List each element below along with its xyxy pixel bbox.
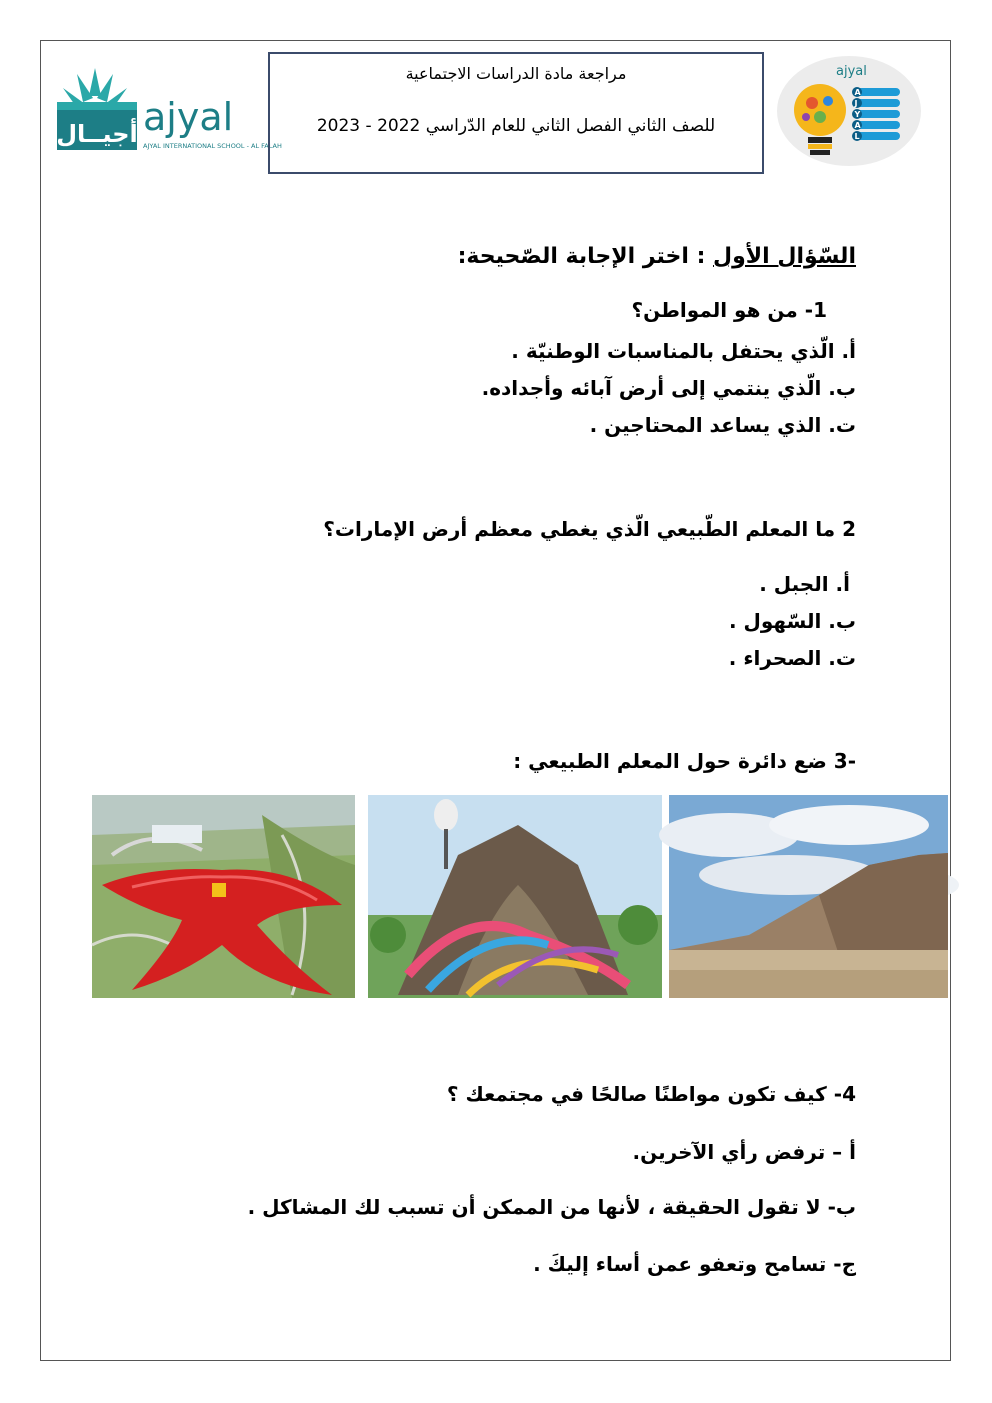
q4-option-a: أ – ترفض رأي الآخرين. bbox=[632, 1140, 856, 1164]
q2-option-b: ب. السّهول . bbox=[728, 609, 856, 633]
ajyal-lightbulb-logo bbox=[776, 55, 922, 167]
svg-text:Y: Y bbox=[854, 110, 861, 119]
section-title-underlined: السّؤال الأول bbox=[713, 244, 856, 269]
svg-text:J: J bbox=[854, 99, 858, 108]
svg-text:ajyal: ajyal bbox=[143, 95, 234, 139]
question-4: 4- كيف تكون مواطنًا صالحًا في مجتمعك ؟ bbox=[446, 1082, 856, 1106]
question-1: 1- من هو المواطن؟ bbox=[631, 298, 827, 322]
section-title-rest: : اختر الإجابة الصّحيحة: bbox=[457, 244, 714, 269]
school-logo bbox=[55, 58, 282, 153]
svg-text:A: A bbox=[854, 121, 861, 130]
ferrari-world-photo[interactable] bbox=[92, 795, 355, 998]
q1-option-c: ت. الذي يساعد المحتاجين . bbox=[589, 413, 856, 437]
q4-option-b: ب- لا تقول الحقيقة ، لأنها من الممكن أن تسبب لك المشاكل . bbox=[247, 1195, 856, 1219]
water-park-photo[interactable] bbox=[368, 795, 662, 998]
svg-text:AJYAL INTERNATIONAL SCHOOL - A: AJYAL INTERNATIONAL SCHOOL - AL FALAH bbox=[143, 142, 282, 150]
q1-option-b: ب. الّذي ينتمي إلى أرض آبائه وأجداده. bbox=[481, 376, 856, 400]
question-2: 2 ما المعلم الطّبيعي الّذي يغطي معظم أرض الإمارات؟ bbox=[323, 517, 856, 541]
svg-text:ajyal: ajyal bbox=[836, 64, 867, 79]
header-subtitle: للصف الثاني الفصل الثاني للعام الدّراسي 2022 - 2023 bbox=[316, 116, 716, 136]
svg-text:L: L bbox=[854, 132, 860, 141]
mountain-photo[interactable] bbox=[669, 795, 948, 998]
q2-option-a: أ. الجبل . bbox=[759, 572, 850, 596]
question-3: -3 ضع دائرة حول المعلم الطبيعي : bbox=[513, 749, 856, 773]
header-title: مراجعة مادة الدراسات الاجتماعية bbox=[405, 64, 627, 83]
q1-option-a: أ. الّذي يحتفل بالمناسبات الوطنيّة . bbox=[511, 339, 856, 363]
header-box bbox=[268, 52, 764, 174]
svg-text:أجيــال: أجيــال bbox=[56, 120, 138, 148]
q4-option-c: ج- تسامح وتعفو عمن أساء إليكَ . bbox=[533, 1252, 856, 1276]
svg-text:A: A bbox=[854, 88, 861, 97]
section-title bbox=[458, 244, 856, 269]
q2-option-c: ت. الصحراء . bbox=[728, 646, 856, 670]
